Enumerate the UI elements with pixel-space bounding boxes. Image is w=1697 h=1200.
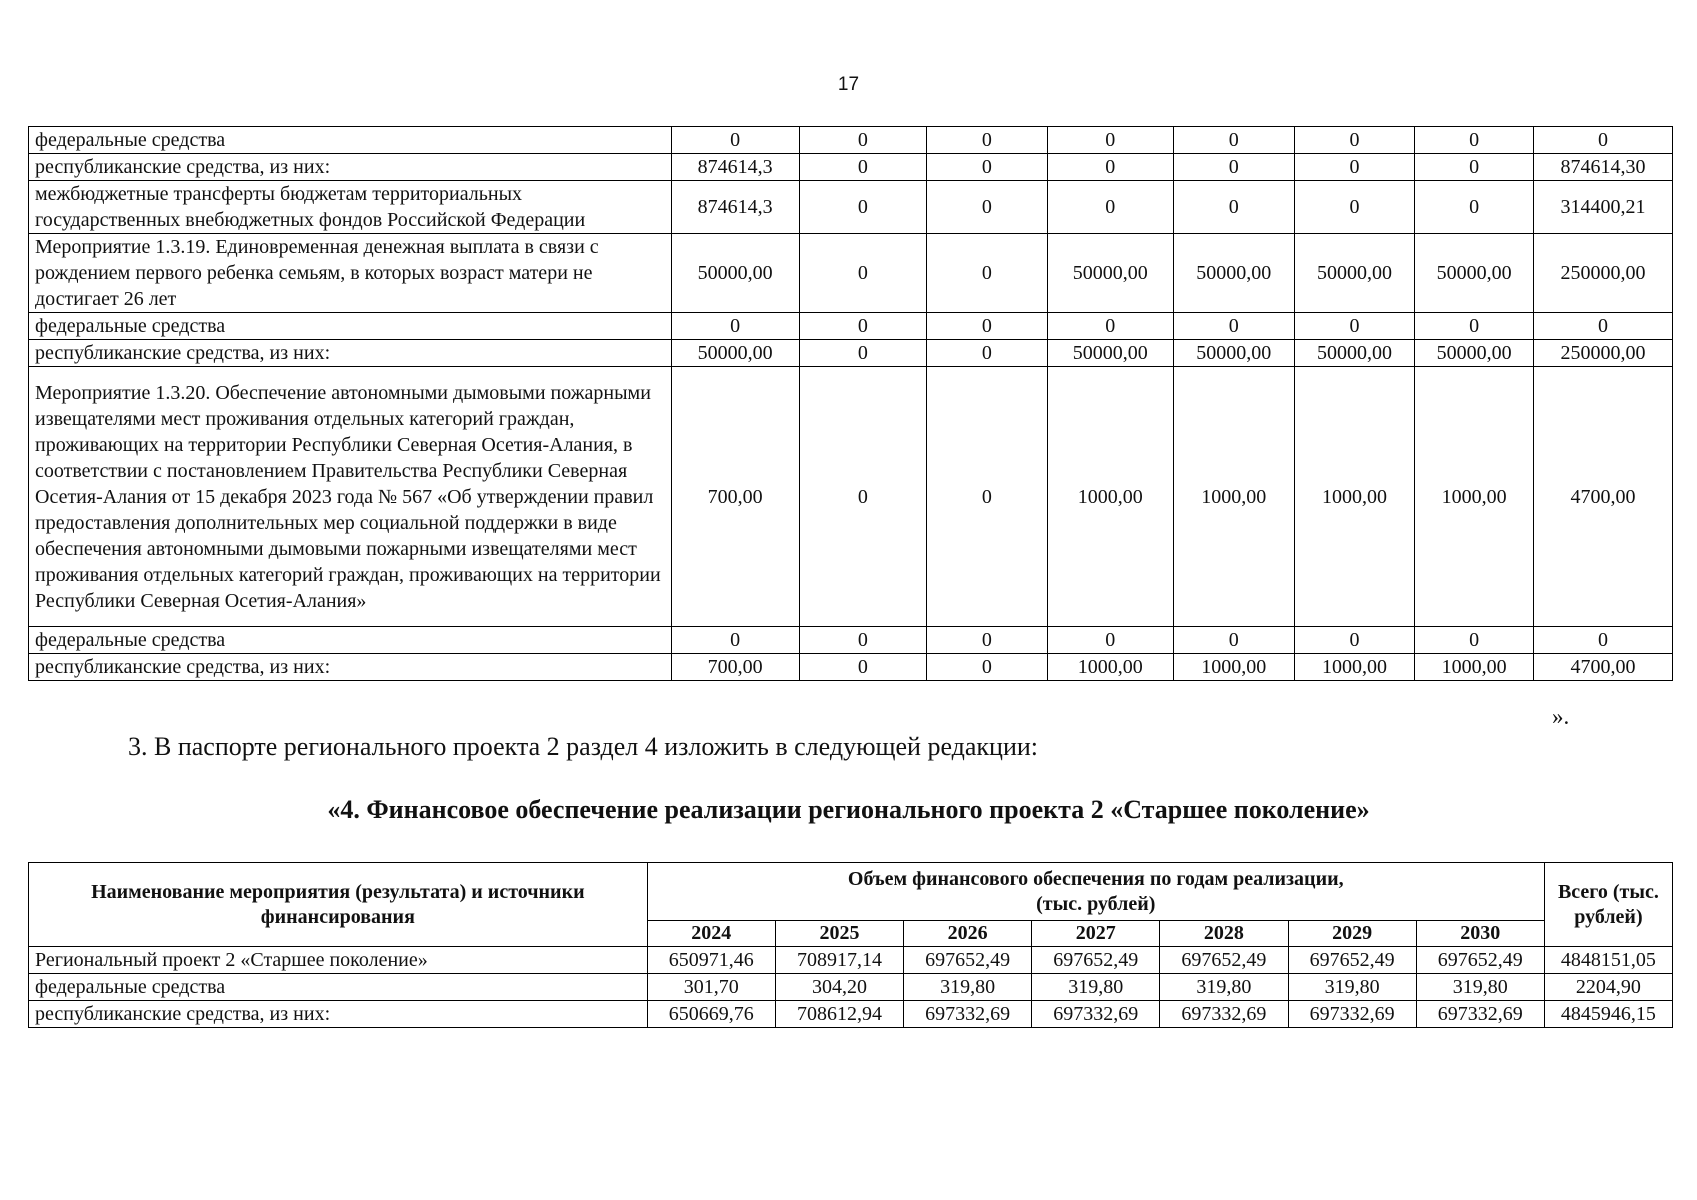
value-cell: 0: [1173, 127, 1294, 154]
value-cell: 0: [1294, 627, 1415, 654]
value-cell: 4700,00: [1533, 367, 1672, 627]
value-cell: 0: [926, 127, 1047, 154]
table-row: [29, 947, 1673, 974]
value-cell: 0: [1294, 181, 1415, 234]
amendment-paragraph: 3. В паспорте регионального проекта 2 раздел 4 изложить в следующей редакции:: [128, 732, 1039, 761]
value-cell: 50000,00: [1173, 340, 1294, 367]
year-header: 2025: [775, 921, 903, 947]
value-cell: 301,70: [647, 974, 775, 1001]
row-label: межбюджетные трансферты бюджетам территориальных государственных внебюджетных фондов Российской Федерации: [29, 181, 672, 234]
row-label: федеральные средства: [29, 627, 672, 654]
row-label: республиканские средства, из них:: [29, 154, 672, 181]
value-cell: 697652,49: [1288, 947, 1416, 974]
closing-quote: ».: [1552, 704, 1570, 729]
value-cell: 50000,00: [1173, 234, 1294, 313]
value-cell: 0: [1047, 181, 1173, 234]
value-cell: 697332,69: [1416, 1001, 1544, 1028]
value-cell: 874614,3: [671, 181, 799, 234]
table-row: [29, 340, 1673, 367]
value-cell: 319,80: [1416, 974, 1544, 1001]
value-cell: 700,00: [671, 654, 799, 681]
value-cell: 250000,00: [1533, 340, 1672, 367]
value-cell: 0: [671, 627, 799, 654]
value-cell: 319,80: [1160, 974, 1288, 1001]
value-cell: 1000,00: [1047, 654, 1173, 681]
value-cell: 0: [799, 154, 926, 181]
value-cell: 0: [1533, 127, 1672, 154]
value-cell: 0: [926, 181, 1047, 234]
header-volume-line2: (тыс. рублей): [1036, 892, 1156, 915]
row-label: Региональный проект 2 «Старшее поколение»: [29, 947, 648, 974]
row-label: федеральные средства: [29, 127, 672, 154]
value-cell: 0: [799, 654, 926, 681]
row-label: федеральные средства: [29, 313, 672, 340]
value-cell: 0: [1173, 154, 1294, 181]
table-row: [29, 234, 1673, 313]
value-cell: 250000,00: [1533, 234, 1672, 313]
table-row: [29, 627, 1673, 654]
year-header: 2030: [1416, 921, 1544, 947]
value-cell: 0: [926, 627, 1047, 654]
value-cell: 0: [799, 627, 926, 654]
value-cell: 1000,00: [1173, 654, 1294, 681]
value-cell: 0: [1415, 313, 1534, 340]
table-row: [29, 974, 1673, 1001]
table-row: [29, 367, 1673, 627]
value-cell: 319,80: [904, 974, 1032, 1001]
row-label: республиканские средства, из них:: [29, 340, 672, 367]
value-cell: 304,20: [775, 974, 903, 1001]
value-cell: 0: [1533, 313, 1672, 340]
value-cell: 0: [926, 234, 1047, 313]
value-cell: 0: [1047, 627, 1173, 654]
value-cell: 0: [799, 181, 926, 234]
table-row: [29, 127, 1673, 154]
value-cell: 0: [799, 234, 926, 313]
value-cell: 1000,00: [1415, 654, 1534, 681]
value-cell: 50000,00: [1047, 340, 1173, 367]
value-cell: 50000,00: [671, 340, 799, 367]
year-header: 2026: [904, 921, 1032, 947]
value-cell: 1000,00: [1173, 367, 1294, 627]
value-cell: 1000,00: [1415, 367, 1534, 627]
value-cell: 700,00: [671, 367, 799, 627]
value-cell: 0: [926, 654, 1047, 681]
value-cell: 4848151,05: [1544, 947, 1672, 974]
value-cell: 874614,30: [1533, 154, 1672, 181]
value-cell: 0: [1173, 181, 1294, 234]
year-header: 2028: [1160, 921, 1288, 947]
value-cell: 0: [799, 367, 926, 627]
value-cell: 0: [1047, 127, 1173, 154]
value-cell: 697652,49: [1032, 947, 1160, 974]
value-cell: 0: [671, 127, 799, 154]
value-cell: 0: [1415, 127, 1534, 154]
value-cell: 697332,69: [1160, 1001, 1288, 1028]
value-cell: 0: [799, 313, 926, 340]
value-cell: 0: [671, 313, 799, 340]
value-cell: 1000,00: [1294, 367, 1415, 627]
value-cell: 2204,90: [1544, 974, 1672, 1001]
row-label: Мероприятие 1.3.20. Обеспечение автономными дымовыми пожарными извещателями мест проживания отдельных категорий граждан, проживающих на территории Республики Северная Осетия-Алания, в соответствии с постановлением Правительства Республики Северная Осетия-Алания от 15 декабря 2023 года № 567 «Об утверждении правил предоставления дополнительных мер социальной поддержки в виде обеспечения автономными дымовыми пожарными извещателями мест проживания отдельных категорий граждан, проживающих на территории Республики Северная Осетия-Алания»: [29, 367, 672, 627]
value-cell: 0: [1047, 154, 1173, 181]
header-total: Всего (тыс. рублей): [1544, 863, 1672, 947]
value-cell: 0: [1173, 313, 1294, 340]
value-cell: 50000,00: [1047, 234, 1173, 313]
value-cell: 708612,94: [775, 1001, 903, 1028]
value-cell: 50000,00: [1415, 234, 1534, 313]
row-label: республиканские средства, из них:: [29, 654, 672, 681]
value-cell: 697652,49: [1160, 947, 1288, 974]
value-cell: 650971,46: [647, 947, 775, 974]
row-label: Мероприятие 1.3.19. Единовременная денежная выплата в связи с рождением первого ребенка семьям, в которых возраст матери не достигает 26 лет: [29, 234, 672, 313]
value-cell: 319,80: [1288, 974, 1416, 1001]
value-cell: 4845946,15: [1544, 1001, 1672, 1028]
regional-project-2-financing-table: [28, 862, 1673, 1028]
value-cell: 0: [1294, 313, 1415, 340]
table-row: [29, 1001, 1673, 1028]
value-cell: 50000,00: [1415, 340, 1534, 367]
value-cell: 314400,21: [1533, 181, 1672, 234]
value-cell: 697332,69: [904, 1001, 1032, 1028]
table-row: [29, 313, 1673, 340]
row-label: республиканские средства, из них:: [29, 1001, 648, 1028]
header-volume-line1: Объем финансового обеспечения по годам реализации,: [847, 867, 1344, 890]
value-cell: 0: [1294, 154, 1415, 181]
table-row: [29, 154, 1673, 181]
value-cell: 0: [1415, 181, 1534, 234]
value-cell: 697332,69: [1032, 1001, 1160, 1028]
page-number: 17: [837, 74, 860, 95]
year-header: 2029: [1288, 921, 1416, 947]
value-cell: 0: [1415, 627, 1534, 654]
value-cell: 0: [1415, 154, 1534, 181]
value-cell: 1000,00: [1294, 654, 1415, 681]
value-cell: 319,80: [1032, 974, 1160, 1001]
value-cell: 1000,00: [1047, 367, 1173, 627]
value-cell: 0: [926, 313, 1047, 340]
value-cell: 0: [926, 367, 1047, 627]
value-cell: 0: [799, 340, 926, 367]
value-cell: 0: [926, 154, 1047, 181]
value-cell: 697652,49: [1416, 947, 1544, 974]
value-cell: 0: [799, 127, 926, 154]
value-cell: 708917,14: [775, 947, 903, 974]
header-volume: [647, 863, 1544, 921]
section-title: «4. Финансовое обеспечение реализации регионального проекта 2 «Старшее поколение»: [327, 795, 1370, 824]
value-cell: 50000,00: [1294, 234, 1415, 313]
value-cell: 0: [1533, 627, 1672, 654]
financing-table-continued: [28, 126, 1673, 681]
value-cell: 50000,00: [671, 234, 799, 313]
value-cell: 0: [1294, 127, 1415, 154]
value-cell: 0: [926, 340, 1047, 367]
year-header: 2024: [647, 921, 775, 947]
row-label: федеральные средства: [29, 974, 648, 1001]
value-cell: 50000,00: [1294, 340, 1415, 367]
table-row: [29, 654, 1673, 681]
value-cell: 0: [1047, 313, 1173, 340]
value-cell: 650669,76: [647, 1001, 775, 1028]
value-cell: 697652,49: [904, 947, 1032, 974]
header-name: Наименование мероприятия (результата) и источники финансирования: [29, 863, 648, 947]
value-cell: 874614,3: [671, 154, 799, 181]
value-cell: 697332,69: [1288, 1001, 1416, 1028]
value-cell: 0: [1173, 627, 1294, 654]
table-row: [29, 181, 1673, 234]
year-header: 2027: [1032, 921, 1160, 947]
value-cell: 4700,00: [1533, 654, 1672, 681]
